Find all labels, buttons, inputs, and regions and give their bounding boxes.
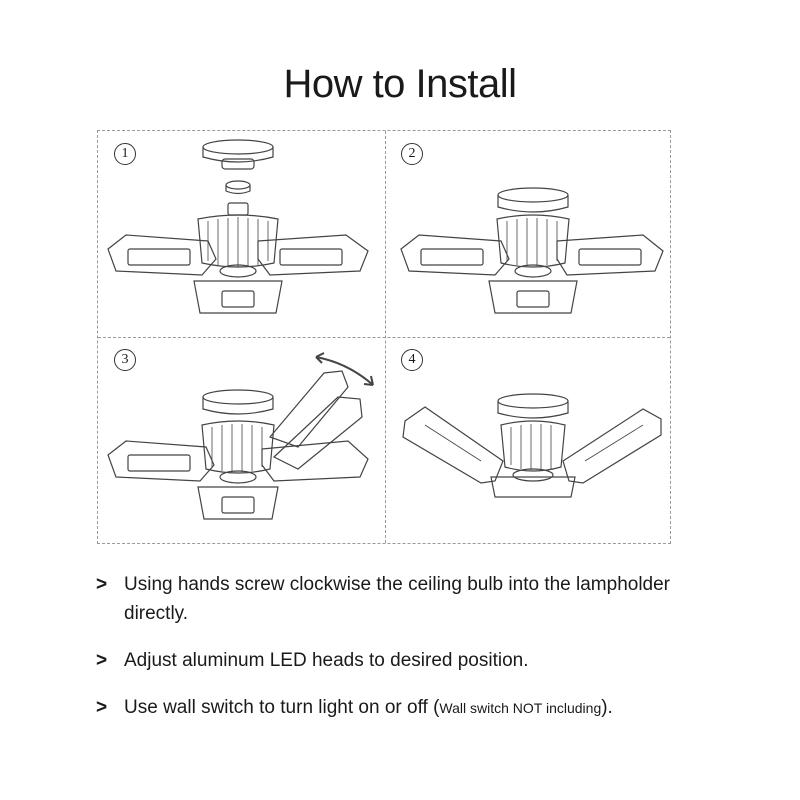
step-number-1: 1 (114, 143, 136, 165)
install-diagram-grid (97, 130, 671, 544)
step-panel-4 (385, 337, 672, 543)
lamp-exploded-illustration (98, 131, 385, 337)
lamp-adjust-illustration (98, 337, 385, 543)
step-panel-1 (98, 131, 385, 337)
bullet-arrow-icon: > (96, 574, 108, 595)
instruction-text: Adjust aluminum LED heads to desired position. (124, 650, 529, 671)
step-panel-2 (385, 131, 672, 337)
instruction-suffix: ). (601, 697, 613, 718)
step-number-4: 4 (401, 349, 423, 371)
step-panel-3 (98, 337, 385, 543)
lamp-angled-illustration (385, 337, 672, 543)
instruction-item (96, 646, 756, 675)
instruction-item (96, 693, 756, 723)
step-number-2: 2 (401, 143, 423, 165)
lamp-installed-illustration (385, 131, 672, 337)
page-title: How to Install (283, 62, 517, 106)
step-number-3: 3 (114, 349, 136, 371)
instruction-text: Using hands screw clockwise the ceiling bulb into the lampholder directly. (124, 574, 671, 624)
bullet-arrow-icon: > (96, 650, 108, 671)
instruction-note: Wall switch NOT including (439, 700, 602, 716)
instruction-list (96, 570, 756, 723)
instruction-text: Use wall switch to turn light on or off ( (124, 697, 440, 718)
bullet-arrow-icon: > (96, 697, 108, 718)
instruction-item (96, 570, 724, 628)
